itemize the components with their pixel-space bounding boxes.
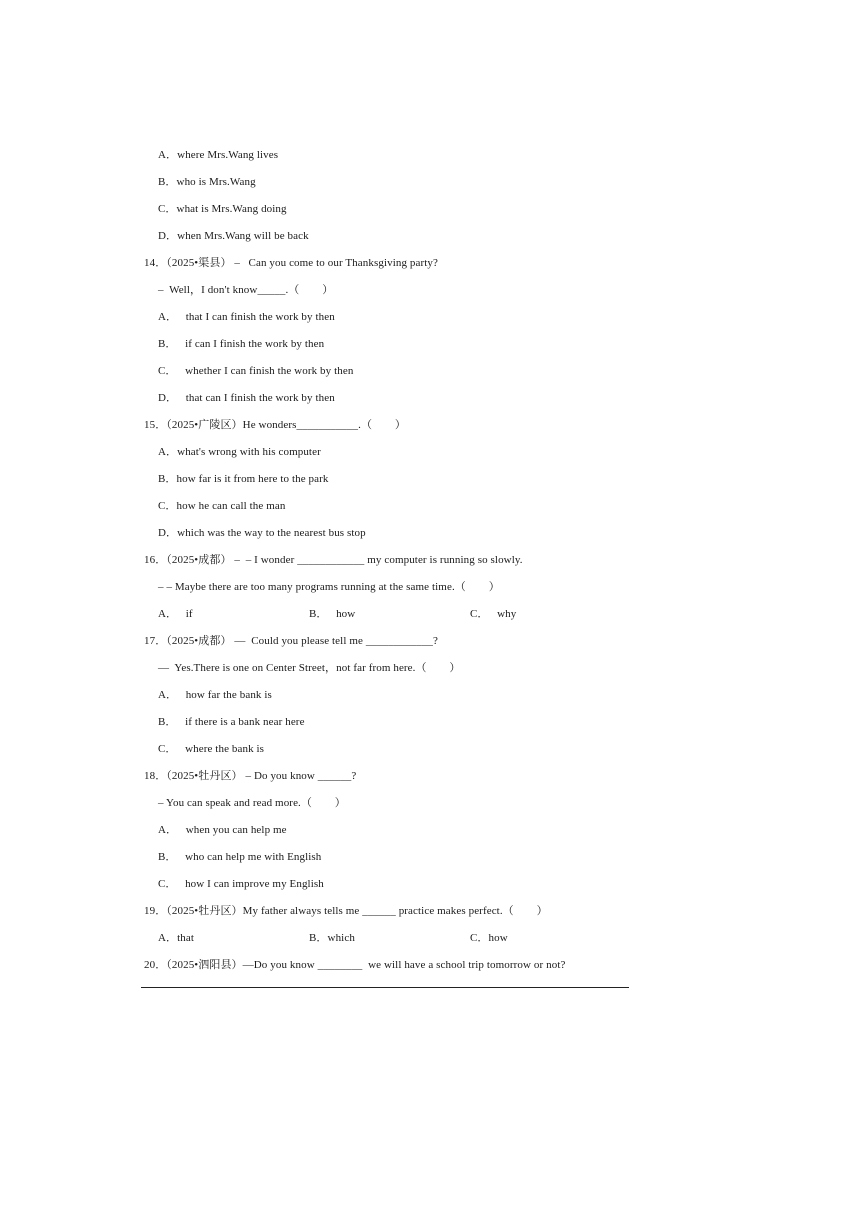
q17-option-b: B． if there is a bank near here bbox=[158, 716, 305, 728]
q18-option-b: B． who can help me with English bbox=[158, 851, 322, 863]
q19-question: 19．（2025•牡丹区）My father always tells me ______ practice makes perfect.（ ） bbox=[144, 905, 548, 917]
q18-question: 18．（2025•牡丹区） – Do you know ______? bbox=[144, 770, 357, 782]
q17-option-c: C． where the bank is bbox=[158, 743, 265, 755]
q13-option-c: C．what is Mrs.Wang doing bbox=[158, 203, 287, 215]
q16-option-c: C． why bbox=[470, 608, 517, 620]
q19-option-a: A．that bbox=[158, 932, 195, 944]
q18-reply: – You can speak and read more.（ ） bbox=[158, 797, 346, 809]
q19-option-c: C．how bbox=[470, 932, 508, 944]
q14-option-a: A． that I can finish the work by then bbox=[158, 311, 335, 323]
q15-option-a: A．what's wrong with his computer bbox=[158, 446, 321, 458]
q14-option-d: D． that can I finish the work by then bbox=[158, 392, 335, 404]
q16-question: 16．（2025•成都） – – I wonder ____________ my computer is running so slowly. bbox=[144, 554, 523, 566]
q16-option-b: B． how bbox=[309, 608, 356, 620]
q16-option-a: A． if bbox=[158, 608, 193, 620]
q13-option-b: B．who is Mrs.Wang bbox=[158, 176, 256, 188]
q18-option-c: C． how I can improve my English bbox=[158, 878, 324, 890]
q17-question: 17．（2025•成都） — Could you please tell me ____________? bbox=[144, 635, 438, 647]
footer-divider bbox=[141, 987, 629, 988]
q16-reply: – – Maybe there are too many programs running at the same time.（ ） bbox=[158, 581, 500, 593]
q20-question: 20．（2025•泗阳县）—Do you know ________ we will have a school trip tomorrow or not? bbox=[144, 959, 566, 971]
q13-option-d: D．when Mrs.Wang will be back bbox=[158, 230, 309, 242]
q19-option-b: B．which bbox=[309, 932, 355, 944]
q17-reply: — Yes.There is one on Center Street，not far from here.（ ） bbox=[158, 662, 461, 674]
q14-question: 14．（2025•渠县） – Can you come to our Thanksgiving party? bbox=[144, 257, 438, 269]
q15-option-d: D．which was the way to the nearest bus stop bbox=[158, 527, 366, 539]
q14-option-c: C． whether I can finish the work by then bbox=[158, 365, 354, 377]
q17-option-a: A． how far the bank is bbox=[158, 689, 272, 701]
q14-reply: – Well，I don't know_____.（ ） bbox=[158, 284, 334, 296]
q14-option-b: B． if can I finish the work by then bbox=[158, 338, 325, 350]
q15-option-c: C．how he can call the man bbox=[158, 500, 286, 512]
q13-option-a: A．where Mrs.Wang lives bbox=[158, 149, 279, 161]
q15-option-b: B．how far is it from here to the park bbox=[158, 473, 329, 485]
q15-question: 15．（2025•广陵区）He wonders___________.（ ） bbox=[144, 419, 406, 431]
q18-option-a: A． when you can help me bbox=[158, 824, 287, 836]
